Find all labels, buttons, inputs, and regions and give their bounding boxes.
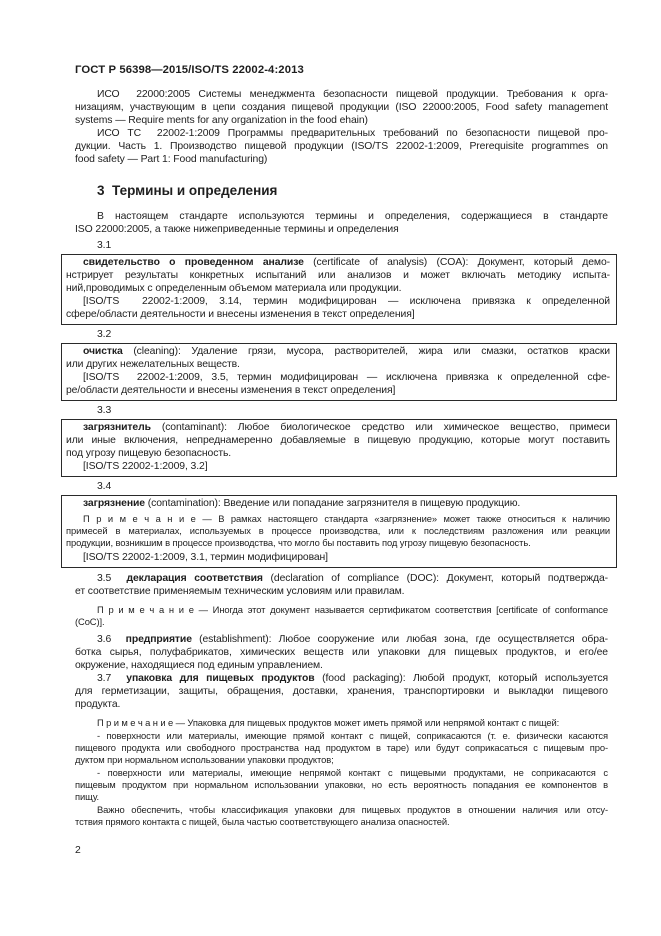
text-segment: сфере/области деятельности и внесены изменения в текст определения] (66, 309, 415, 320)
term-box-3-4 (61, 495, 617, 568)
page-number: 2 (75, 845, 81, 856)
note-3-7 (75, 717, 608, 828)
text-line (75, 804, 608, 816)
text-line (75, 717, 608, 729)
paragraph (66, 256, 610, 295)
term-name: предприятие (125, 634, 192, 645)
text-line (75, 210, 608, 223)
paragraph (75, 672, 608, 711)
text-segment: food safety — Part 1: Food manufacturing) (75, 154, 268, 165)
paragraph (75, 804, 608, 828)
text-segment: или других нежелательных веществ. (66, 359, 240, 370)
text-segment: ботка сырья, полуфабрикатов, химических веществ или упаковки для пищевых продуктов, и его/ее (75, 647, 608, 658)
text-line (66, 371, 610, 384)
text-segment: В настоящем стандарте используются термины и определения, содержащиеся в стандарте (97, 211, 608, 222)
text-segment: 3.5 (97, 573, 127, 584)
text-line (66, 447, 610, 460)
text-line (75, 127, 608, 140)
text-line (66, 537, 610, 549)
text-line (66, 295, 610, 308)
text-line (75, 791, 608, 803)
text-segment: ет соответствие применяемым техническим условиям или правилам. (75, 586, 405, 597)
text-line (66, 308, 610, 321)
text-segment: низациям, участвующим в цепи создания пищевой продукции (ISO 22000:2005, Food safety management (75, 102, 608, 113)
text-segment: ре/области деятельности и внесены изменения в текст определения] (66, 385, 396, 396)
term-name: упаковка для пищевых продуктов (126, 673, 315, 684)
text-line (75, 88, 608, 101)
term-3-7 (75, 672, 608, 711)
text-segment: Важно обеспечить, чтобы классификация упаковки для пищевых продуктов в отношении наличия или отсу- (97, 804, 608, 815)
paragraph (66, 513, 610, 549)
text-segment: продукта. (75, 699, 121, 710)
text-segment: П р и м е ч а н и е — Иногда этот документ называется сертификатом соответствия [certificate of conformance (97, 604, 608, 615)
term-name: загрязнитель (83, 422, 151, 433)
text-segment: [ISO/TS 22002-1:2009, 3.1, термин модифицирован] (83, 552, 328, 563)
text-line (75, 698, 608, 711)
text-line (66, 434, 610, 447)
term-name: загрязнение (83, 498, 145, 509)
text-segment: systems — Require ments for any organization in the food ehain) (75, 115, 368, 126)
text-segment: пищевого продукта или свободного пространства над продуктом в таре) или будут соприкасаться с пищевым про- (75, 742, 608, 753)
term-3-5 (75, 572, 608, 598)
text-line (66, 497, 610, 510)
paragraph (75, 210, 608, 236)
text-line: 3.2 (97, 329, 112, 340)
paragraph (75, 572, 608, 598)
text-line (66, 525, 610, 537)
reference-iso-ts-22002 (75, 127, 608, 166)
text-line (66, 513, 610, 525)
text-line (66, 460, 610, 473)
text-segment: ний,проводимых с определенным объемом материала или продукции. (66, 283, 402, 294)
paragraph (75, 633, 608, 672)
text-segment: - поверхности или материалы, имеющие непрямой контакт с пищевыми продуктами, не соприкасаются с (97, 767, 608, 778)
text-segment: (establishment): Любое сооружение или любая зона, где осуществляется обра- (191, 634, 608, 645)
text-segment: (declaration of compliance (DOC): Документ, который подтвержда- (262, 573, 608, 584)
term-definition-3-1 (66, 256, 610, 321)
document-content (66, 88, 610, 828)
text-segment: или иные включения, непреднамеренно добавляемые в пищевую продукцию, которые могут поставить (66, 435, 610, 446)
paragraph (75, 717, 608, 729)
text-segment: пищу. (75, 791, 99, 802)
section-intro (75, 210, 608, 236)
text-line (75, 816, 608, 828)
text-line (75, 767, 608, 779)
text-segment: под угрозу пищевую безопасность. (66, 448, 232, 459)
text-segment: [ISO/TS 22002-1:2009, 3.5, термин модифицирован — исключена привязка к определенной сфе- (83, 372, 610, 383)
text-line (75, 616, 608, 628)
text-segment: пищевым продуктом при нормальном использовании упаковки, но есть вероятность попадания ее компонентов в (75, 779, 608, 790)
text-line (66, 345, 610, 358)
paragraph (75, 88, 608, 127)
text-line (66, 358, 610, 371)
text-segment: П р и м е ч а н и е — В рамках настоящего стандарта «загрязнение» может также относиться к наличию (83, 513, 610, 524)
term-number-3-2 (75, 328, 608, 341)
paragraph (66, 345, 610, 371)
term-number-3-4 (75, 480, 608, 493)
text-segment: (cleaning): Удаление грязи, мусора, растворителей, жира или смазки, остатков краски (122, 346, 610, 357)
text-segment: продукции, возникшим в процессе производства, что могло бы поставить под угрозу пищевую безопасность. (66, 537, 531, 548)
paragraph (75, 604, 608, 628)
text-segment: 3.6 (97, 634, 126, 645)
paragraph (66, 295, 610, 321)
text-line (75, 633, 608, 646)
text-line (75, 779, 608, 791)
text-segment: ИСО ТС 22002-1:2009 Программы предварительных требований по безопасности пищевой про- (97, 128, 608, 139)
text-line (66, 256, 610, 269)
text-line (75, 572, 608, 585)
term-name: свидетельство о проведенном анализе (83, 257, 304, 268)
text-line: 3.1 (97, 240, 112, 251)
text-segment: (certificate of analysis) (COA): Документ, который демо- (303, 257, 610, 268)
note-3-4 (66, 513, 610, 549)
text-segment: ИСО 22000:2005 Системы менеджмента безопасности пищевой продукции. Требования к орга- (97, 89, 608, 100)
text-segment: дуктом при нормальном использовании упаковки продуктов; (75, 754, 334, 765)
text-segment: (contaminant): Любое биологическое средство или химическое вещество, примеси (150, 422, 610, 433)
text-segment: [ISO/TS 22002-1:2009, 3.2] (83, 461, 208, 472)
term-name: декларация соответствия (126, 573, 263, 584)
text-segment: ISO 22000:2005, а также нижеприведенные термины и определения (75, 224, 399, 235)
reference-iso-22000 (75, 88, 608, 127)
paragraph (75, 127, 608, 166)
text-line: 3.3 (97, 405, 112, 416)
document-header: ГОСТ Р 56398—2015/ISO/TS 22002-4:2013 (75, 64, 304, 76)
paragraph (66, 551, 610, 564)
text-line (75, 730, 608, 742)
text-segment: нстрирует результаты конкретных испытаний или анализов и может включать методику испыта- (66, 270, 610, 281)
text-line (75, 153, 608, 166)
term-definition-3-4 (66, 497, 610, 510)
term-box-3-1 (61, 254, 617, 325)
term-number-3-1 (75, 239, 608, 252)
text-line (66, 551, 610, 564)
text-segment: тствия прямого контакта с пищей, была частью соответствующего анализа опасностей. (75, 816, 450, 827)
paragraph (66, 421, 610, 460)
text-line (66, 269, 610, 282)
text-line (75, 140, 608, 153)
text-segment: П р и м е ч а н и е — Упаковка для пищевых продуктов может иметь прямой или непрямой контакт с пищей: (97, 717, 560, 728)
term-definition-3-3 (66, 421, 610, 473)
text-segment: для герметизации, защиты, обращения, доставки, хранения, транспортировки и выкладки пищевого (75, 686, 608, 697)
text-line (75, 742, 608, 754)
text-segment: дукции. Часть 1. Производство пищевой продукции (ISO/TS 22002-1:2009, Prerequisite programmes on (75, 141, 608, 152)
text-segment: - поверхности или материалы, имеющие прямой контакт с пищей, соприкасаются (т. е. физически касаются (97, 730, 608, 741)
text-line (75, 604, 608, 616)
text-line (75, 223, 608, 236)
term-name: очистка (83, 346, 123, 357)
term-definition-3-2 (66, 345, 610, 397)
paragraph (66, 371, 610, 397)
text-segment: 3.7 (97, 673, 127, 684)
section-heading: 3 Термины и определения (97, 183, 278, 198)
term-box-3-2 (61, 343, 617, 401)
term-number-3-3 (75, 404, 608, 417)
text-line (66, 421, 610, 434)
paragraph (75, 767, 608, 803)
text-segment: [ISO/TS 22002-1:2009, 3.14, термин модифицирован — исключена привязка к определенной (83, 296, 610, 307)
text-segment: (food packaging): Любой продукт, который используется (314, 673, 608, 684)
text-line (75, 646, 608, 659)
text-segment: примесей в материалах, используемых в процессе производства, или к последствиям разложения или реакции (66, 525, 610, 536)
text-line (75, 101, 608, 114)
text-line (75, 659, 608, 672)
note-3-5 (75, 604, 608, 628)
term-3-6 (75, 633, 608, 672)
text-segment: окружение, находящиеся под единым управлением. (75, 660, 323, 671)
text-line (75, 754, 608, 766)
term-box-3-3 (61, 419, 617, 477)
text-segment: (CoC)]. (75, 616, 105, 627)
paragraph (66, 460, 610, 473)
text-line (75, 685, 608, 698)
term-source-3-4 (66, 551, 610, 564)
paragraph (75, 730, 608, 766)
text-line (66, 384, 610, 397)
text-line (75, 114, 608, 127)
text-line (75, 585, 608, 598)
paragraph (66, 497, 610, 510)
text-line (75, 672, 608, 685)
text-line: 3.4 (97, 481, 112, 492)
text-line (66, 282, 610, 295)
text-segment: (contamination): Введение или попадание загрязнителя в пищевую продукцию. (144, 498, 521, 509)
